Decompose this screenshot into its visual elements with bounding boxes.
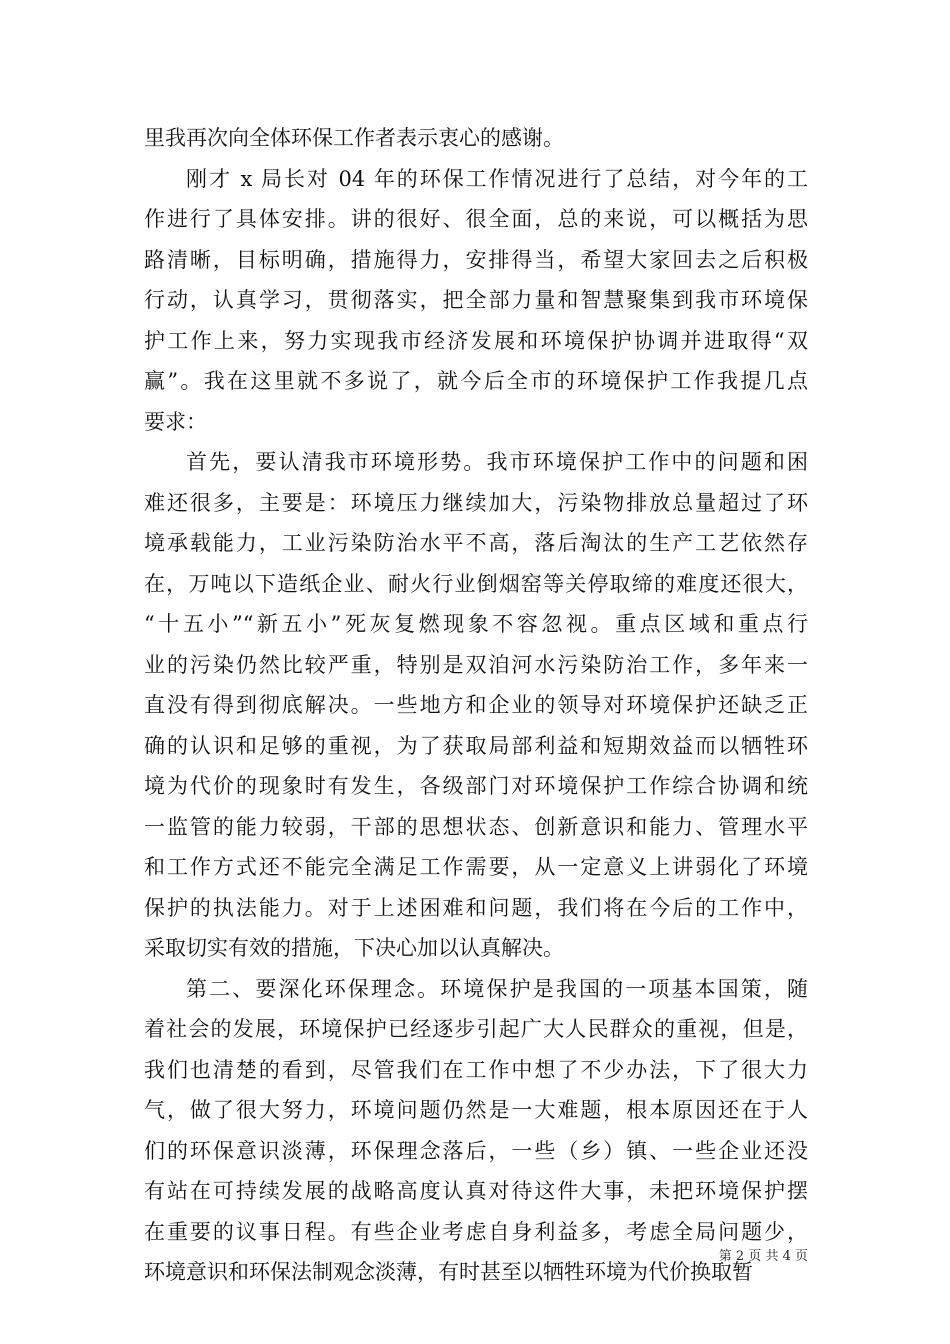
text-line: 里我再次向全体环保工作者表示衷心的感谢。 xyxy=(144,126,564,150)
text-line: 一监管的能力较弱，干部的思想状态、创新意识和能力、管理水平 xyxy=(144,814,808,839)
text-line: 们的环保意识淡薄，环保理念落后，一些（乡）镇、一些企业还没 xyxy=(144,1138,808,1163)
text-line: 境承载能力，工业污染防治水平不高，落后淘汰的生产工艺依然存 xyxy=(144,531,808,555)
text-line: 在重要的议事日程。有些企业考虑自身利益多，考虑全局问题少， xyxy=(144,1219,808,1244)
page-footer: 第 2 页 共 4 页 xyxy=(718,1249,808,1264)
text-line: 难还很多，主要是：环境压力继续加大，污染物排放总量超过了环 xyxy=(144,490,808,515)
text-line: 首先，要认清我市环境形势。我市环境保护工作中的问题和困 xyxy=(186,450,808,474)
text-line: 作进行了具体安排。讲的很好、很全面，总的来说，可以概括为思 xyxy=(144,207,808,231)
text-line: 路清晰，目标明确，措施得力，安排得当，希望大家回去之后积极 xyxy=(144,247,808,272)
text-line: 刚才 x 局长对 04 年的环保工作情况进行了总结，对今年的工 xyxy=(186,166,808,191)
text-line: 采取切实有效的措施，下决心加以认真解决。 xyxy=(144,936,564,960)
text-line: 我们也清楚的看到，尽管我们在工作中想了不少办法，下了很大力 xyxy=(144,1057,808,1082)
text-line: 行动，认真学习，贯彻落实，把全部力量和智慧聚集到我市环境保 xyxy=(144,288,808,312)
text-line: 气，做了很大努力，环境问题仍然是一大难题，根本原因还在于人 xyxy=(144,1098,808,1122)
document-body xyxy=(144,118,808,1293)
text-line: “十五小”“新五小”死灰复燃现象不容忽视。重点区域和重点行 xyxy=(144,612,808,636)
text-line: 保护的执法能力。对于上述困难和问题，我们将在今后的工作中， xyxy=(144,895,808,920)
text-line: 业的污染仍然比较严重，特别是双洎河水污染防治工作，多年来一 xyxy=(144,652,808,677)
text-line: 确的认识和足够的重视，为了获取局部利益和短期效益而以牺牲环 xyxy=(144,733,808,758)
paragraph xyxy=(144,118,808,159)
text-line: 护工作上来，努力实现我市经济发展和环境保护协调并进取得“双 xyxy=(144,328,808,353)
text-line: 和工作方式还不能完全满足工作需要，从一定意义上讲弱化了环境 xyxy=(144,855,808,879)
text-line: 境为代价的现象时有发生，各级部门对环境保护工作综合协调和统 xyxy=(144,774,808,798)
text-line: 要求： xyxy=(144,409,207,434)
text-line: 直没有得到彻底解决。一些地方和企业的领导对环境保护还缺乏正 xyxy=(144,693,808,717)
text-line: 赢”。我在这里就不多说了，就今后全市的环境保护工作我提几点 xyxy=(144,369,808,393)
paragraph xyxy=(144,442,808,969)
text-line: 第二、要深化环保理念。环境保护是我国的一项基本国策，随 xyxy=(186,976,808,1001)
text-line: 在，万吨以下造纸企业、耐火行业倒烟窑等关停取缔的难度还很大， xyxy=(144,571,808,596)
paragraph xyxy=(144,969,808,1293)
paragraph xyxy=(144,159,808,443)
text-line: 着社会的发展，环境保护已经逐步引起广大人民群众的重视，但是， xyxy=(144,1017,808,1041)
text-line: 有站在可持续发展的战略高度认真对待这件大事，未把环境保护摆 xyxy=(144,1179,808,1203)
text-line: 环境意识和环保法制观念淡薄，有时甚至以牺牲环境为代价换取暂 xyxy=(144,1260,753,1284)
